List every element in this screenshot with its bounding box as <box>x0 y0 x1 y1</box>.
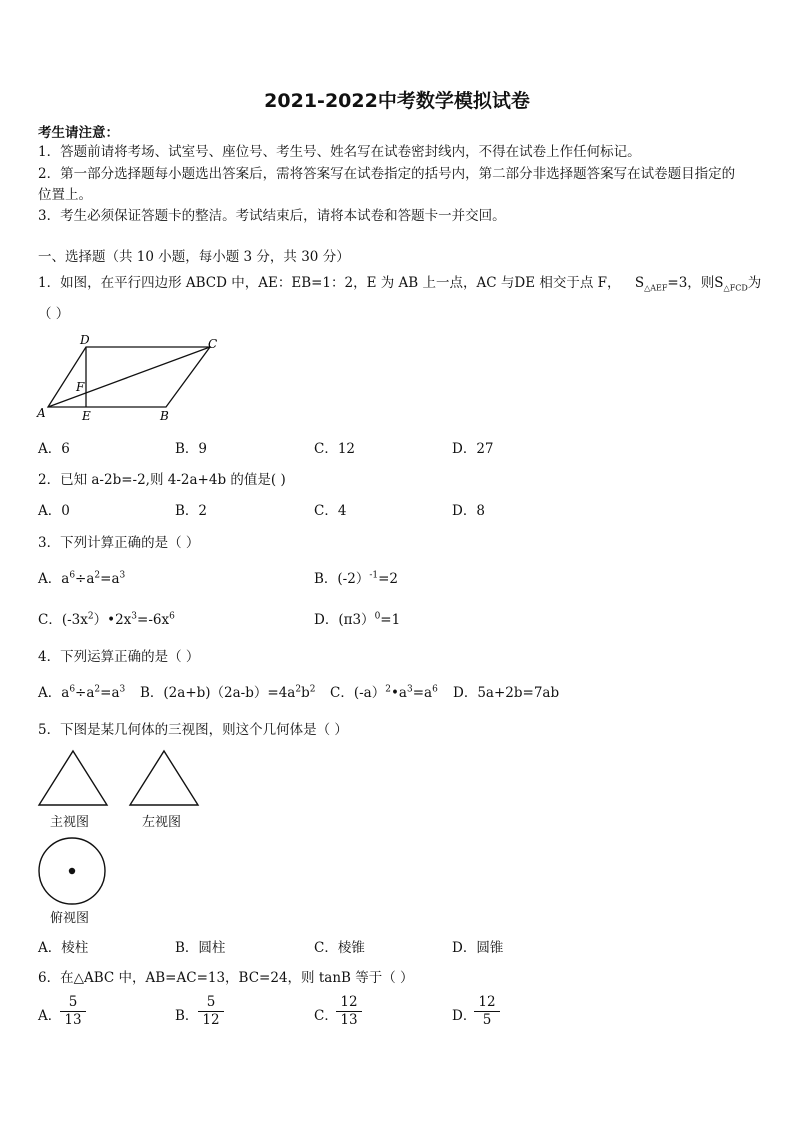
q4-a-e1: 6 <box>69 684 76 695</box>
q6-d-den: 5 <box>474 1011 500 1029</box>
q3-d-label: D．(π3） <box>314 612 375 628</box>
q3-a-e2: 2 <box>94 570 101 581</box>
label-a: A <box>37 406 46 420</box>
q4-a-e3: 3 <box>119 684 126 695</box>
center-dot <box>69 868 75 874</box>
q3-b-m1: =2 <box>378 571 399 587</box>
q4-text: 4．下列运算正确的是（ ） <box>38 649 200 665</box>
section-heading: 一、选择题（共 10 小题，每小题 3 分，共 30 分） <box>38 249 350 265</box>
q6-a-den: 13 <box>60 1011 86 1029</box>
q2-option-d[interactable]: D．8 <box>452 503 485 519</box>
q3-c-e1: 2 <box>87 611 94 622</box>
q4-a-m1: ÷a <box>75 685 95 701</box>
q1-option-b[interactable]: B．9 <box>175 441 208 457</box>
q3-a-m1: ÷a <box>75 571 95 587</box>
q4-option-a[interactable] <box>38 681 125 701</box>
q5-option-c[interactable]: C．棱锥 <box>314 940 365 956</box>
q6-d-num: 12 <box>478 994 496 1010</box>
q4-c-m2: =a <box>412 685 433 701</box>
q4-a-e2: 2 <box>94 684 101 695</box>
q3-a-m2: =a <box>100 571 120 587</box>
q4-c-e1: 2 <box>385 684 391 695</box>
q2-option-b[interactable]: B．2 <box>175 503 208 519</box>
q6-a-label: A． <box>38 1008 62 1024</box>
label-f: F <box>76 380 85 394</box>
notice-item-2-cont: 位置上。 <box>38 187 92 203</box>
notice-heading: 考生请注意： <box>38 125 119 141</box>
q3-text: 3．下列计算正确的是（ ） <box>38 535 200 551</box>
q2-option-a[interactable]: A．0 <box>38 503 70 519</box>
q6-c-label: C． <box>314 1008 338 1024</box>
q5-text: 5．下图是某几何体的三视图，则这个几何体是（ ） <box>38 722 348 738</box>
q4-c-e3: 6 <box>432 684 438 695</box>
q2-text: 2．已知 a-2b=-2,则 4-2a+4b 的值是( ) <box>38 472 286 488</box>
side-view-triangle <box>127 748 201 808</box>
q3-a-label: A．a <box>38 571 70 587</box>
q6-b-fraction <box>198 994 224 1029</box>
q4-c-label: C．(-a） <box>330 685 386 701</box>
q3-c-m2: =-6x <box>137 612 170 628</box>
q1-s1-prefix: S <box>634 275 645 291</box>
q3-a-e1: 6 <box>69 570 76 581</box>
q6-option-d[interactable] <box>452 1004 476 1024</box>
q1-text-main: 1．如图，在平行四边形 ABCD 中，AE：EB=1：2，E 为 AB 上一点，AC 与DE 相交于点 F， <box>38 275 621 291</box>
q3-option-c[interactable] <box>38 608 175 628</box>
top-view-caption: 俯视图 <box>50 911 90 926</box>
q3-option-b[interactable] <box>314 567 398 587</box>
q3-b-e1: -1 <box>369 570 379 581</box>
q2-option-c[interactable]: C．4 <box>314 503 347 519</box>
q6-d-fraction <box>474 994 500 1029</box>
q3-option-d[interactable] <box>314 608 400 628</box>
q5-option-b[interactable]: B．圆柱 <box>175 940 226 956</box>
q3-c-label: C．(-3x <box>38 612 88 628</box>
q6-text: 6．在△ABC 中，AB=AC=13，BC=24，则 tanB 等于（ ） <box>38 970 414 986</box>
q4-a-label: A．a <box>38 685 70 701</box>
q6-b-num: 5 <box>206 994 216 1010</box>
q6-option-c[interactable] <box>314 1004 338 1024</box>
top-view-circle <box>36 835 108 907</box>
q1-option-a[interactable]: A．6 <box>38 441 70 457</box>
q1-option-d[interactable]: D．27 <box>452 441 494 457</box>
q4-b-label: B．(2a+b)（2a-b）=4a <box>140 685 296 701</box>
q6-a-num: 5 <box>68 994 78 1010</box>
label-e: E <box>82 409 91 423</box>
diagonal-ac <box>48 347 210 407</box>
q4-b-e1: 2 <box>295 684 302 695</box>
q6-b-den: 12 <box>198 1011 224 1029</box>
q4-c-e2: 3 <box>406 684 413 695</box>
q3-c-e2: 3 <box>131 611 138 622</box>
q1-paren: （ ） <box>38 306 70 322</box>
q6-option-b[interactable] <box>175 1004 198 1024</box>
notice-item-1: 1．答题前请将考场、试室号、座位号、考生号、姓名写在试卷密封线内，不得在试卷上作任何标记。 <box>38 144 641 160</box>
q6-d-label: D． <box>452 1008 477 1024</box>
q4-option-c[interactable] <box>330 681 438 701</box>
parallelogram-figure <box>34 334 224 424</box>
front-view-triangle <box>36 748 110 808</box>
q4-b-e2: 2 <box>309 684 316 695</box>
q5-option-a[interactable]: A．棱柱 <box>38 940 89 956</box>
q1-s1-sub: △AEF <box>644 283 668 293</box>
q3-d-m1: =1 <box>380 612 401 628</box>
q5-option-d[interactable]: D．圆锥 <box>452 940 504 956</box>
label-b: B <box>160 409 169 423</box>
side-triangle-shape <box>130 751 198 805</box>
q3-c-m1: ）•2x <box>93 612 132 628</box>
q1-s2-suffix: 为 <box>747 275 762 291</box>
notice-item-2: 2．第一部分选择题每小题选出答案后，需将答案写在试卷指定的括号内，第二部分非选择题答案写在试卷题目指定的 <box>38 166 736 182</box>
q6-b-label: B． <box>175 1008 199 1024</box>
q4-b-m1: b <box>301 685 310 701</box>
front-view-caption: 主视图 <box>50 815 90 830</box>
q3-c-e3: 6 <box>169 611 175 622</box>
q1-option-c[interactable]: C．12 <box>314 441 356 457</box>
q6-a-fraction <box>60 994 86 1029</box>
front-triangle-shape <box>39 751 107 805</box>
q1-s2-sub: △FCD <box>723 283 748 293</box>
q4-c-m1: •a <box>390 685 407 701</box>
label-d: D <box>80 334 90 347</box>
q6-c-num: 12 <box>340 994 358 1010</box>
q4-option-d[interactable]: D．5a+2b=7ab <box>453 685 560 701</box>
q4-a-m2: =a <box>100 685 120 701</box>
q6-c-den: 13 <box>336 1011 362 1029</box>
label-c: C <box>208 337 218 351</box>
q1-s1 <box>635 275 761 291</box>
q1-s1-value: =3，则S <box>667 275 724 291</box>
q3-option-a[interactable] <box>38 567 125 587</box>
q3-d-e1: 0 <box>374 611 381 622</box>
q6-option-a[interactable] <box>38 1004 61 1024</box>
notice-item-3: 3．考生必须保证答题卡的整洁。考试结束后，请将本试卷和答题卡一并交回。 <box>38 208 506 224</box>
page-title: 2021-2022中考数学模拟试卷 <box>264 90 530 112</box>
q1-text <box>38 271 761 291</box>
q3-a-e3: 3 <box>119 570 126 581</box>
q6-c-fraction <box>336 994 362 1029</box>
q4-option-b[interactable] <box>140 681 315 701</box>
side-view-caption: 左视图 <box>142 815 182 830</box>
q3-b-label: B．(-2） <box>314 571 370 587</box>
